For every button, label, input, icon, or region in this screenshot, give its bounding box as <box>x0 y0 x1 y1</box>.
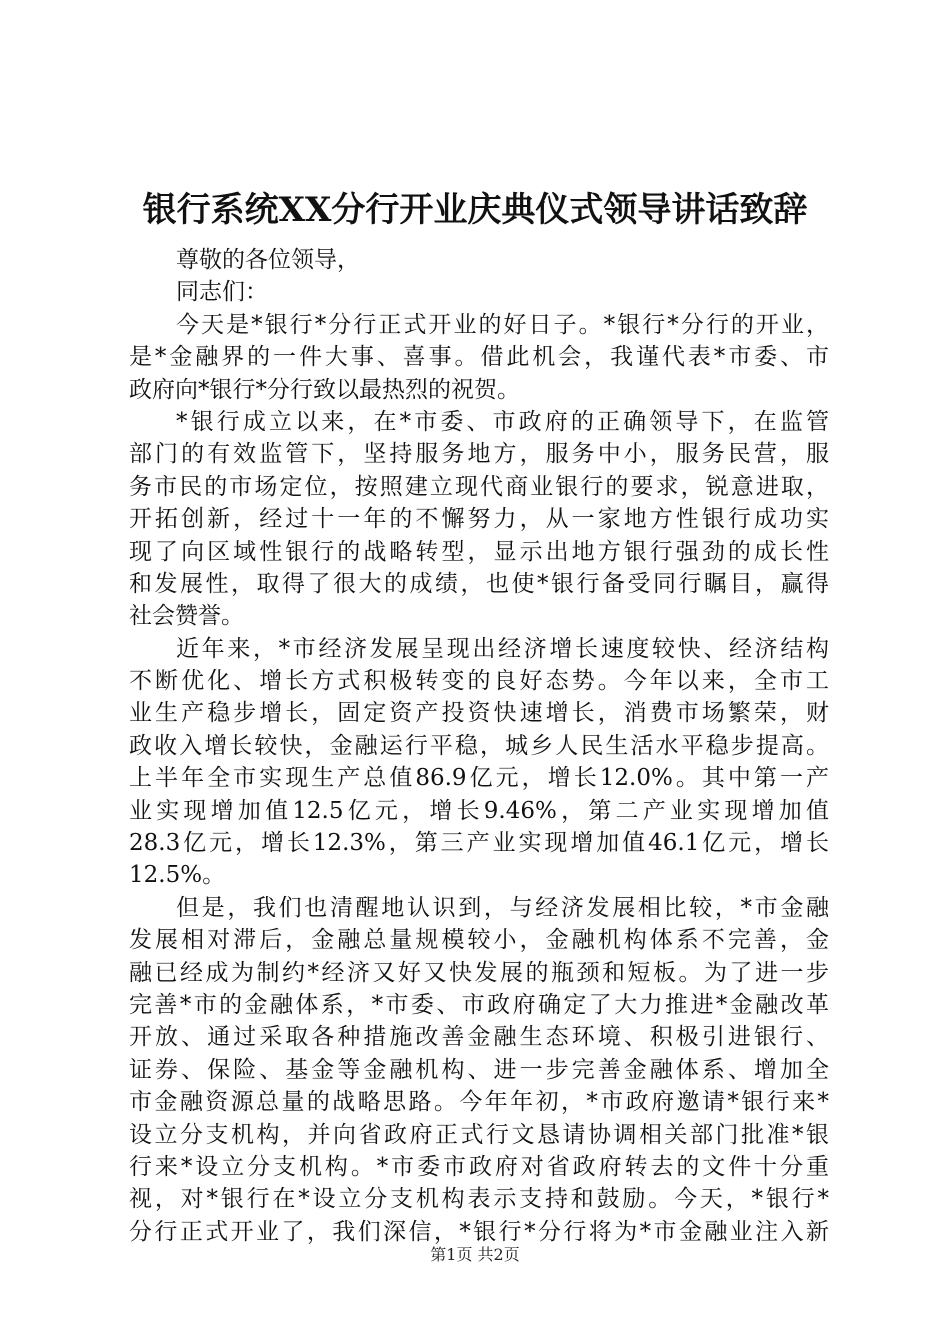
paragraph-line: 业生产稳步增长，固定资产投资快速增长，消费市场繁荣，财 <box>129 700 829 727</box>
paragraph-line: 和发展性，取得了很大的成绩，也使*银行备受同行瞩目，赢得 <box>129 570 829 597</box>
paragraph-line: 但是，我们也清醒地认识到，与经济发展相比较，*市金融 <box>176 894 829 921</box>
paragraph-line: *银行成立以来，在*市委、市政府的正确领导下，在监管 <box>176 408 829 435</box>
paragraph-line: 证券、保险、基金等金融机构、进一步完善金融体系、增加全 <box>129 1056 829 1083</box>
paragraph-line: 12.5%。 <box>129 862 226 889</box>
paragraph-line: 务市民的市场定位，按照建立现代商业银行的要求，锐意进取， <box>129 473 829 500</box>
paragraph-line: 部门的有效监管下，坚持服务地方，服务中小，服务民营，服 <box>129 441 829 468</box>
paragraph-line: 融已经成为制约*经济又好又快发展的瓶颈和短板。为了进一步 <box>129 959 829 986</box>
paragraph-line: 市金融资源总量的战略思路。今年年初，*市政府邀请*银行来* <box>129 1089 829 1116</box>
paragraph-line: 分行正式开业了，我们深信，*银行*分行将为*市金融业注入新 <box>129 1218 829 1245</box>
paragraph-line: 今天是*银行*分行正式开业的好日子。*银行*分行的开业， <box>176 311 829 338</box>
paragraph-line: 不断优化、增长方式积极转变的良好态势。今年以来，全市工 <box>129 668 829 695</box>
paragraph-line: 是*金融界的一件大事、喜事。借此机会，我谨代表*市委、市 <box>129 344 829 371</box>
paragraph-line: 完善*市的金融体系，*市委、市政府确定了大力推进*金融改革 <box>129 991 829 1018</box>
paragraph-line: 近年来，*市经济发展呈现出经济增长速度较快、经济结构 <box>176 635 829 662</box>
document-body <box>129 244 829 1248</box>
paragraph-line: 上半年全市实现生产总值86.9亿元，增长12.0%。其中第一产 <box>129 765 829 792</box>
paragraph-line: 开拓创新，经过十一年的不懈努力，从一家地方性银行成功实 <box>129 506 829 533</box>
document-title: 银行系统XX分行开业庆典仪式领导讲话致辞 <box>142 190 808 230</box>
paragraph-line: 行来*设立分支机构。*市委市政府对省政府转去的文件十分重 <box>129 1153 829 1180</box>
paragraph-line: 28.3亿元，增长12.3%，第三产业实现增加值46.1亿元，增长 <box>129 830 829 857</box>
paragraph-line: 政府向*银行*分行致以最热烈的祝贺。 <box>129 376 520 403</box>
paragraph-line: 发展相对滞后，金融总量规模较小，金融机构体系不完善，金 <box>129 927 829 954</box>
paragraph-line: 现了向区域性银行的战略转型，显示出地方银行强劲的成长性 <box>129 538 829 565</box>
paragraph-line: 社会赞誉。 <box>129 603 244 630</box>
paragraph-line: 视，对*银行在*设立分支机构表示支持和鼓励。今天，*银行* <box>129 1186 829 1213</box>
page-footer: 第1页 共2页 <box>430 1245 520 1264</box>
paragraph-line: 设立分支机构，并向省政府正式行文恳请协调相关部门批准*银 <box>129 1121 829 1148</box>
salutation-line: 尊敬的各位领导， <box>176 247 360 273</box>
paragraph-line: 业实现增加值12.5亿元，增长9.46%，第二产业实现增加值 <box>129 797 829 824</box>
paragraph-line: 开放、通过采取各种措施改善金融生态环境、积极引进银行、 <box>129 1024 829 1051</box>
paragraph-line: 政收入增长较快，金融运行平稳，城乡人民生活水平稳步提高。 <box>129 732 829 759</box>
salutation-line: 同志们： <box>176 279 268 306</box>
